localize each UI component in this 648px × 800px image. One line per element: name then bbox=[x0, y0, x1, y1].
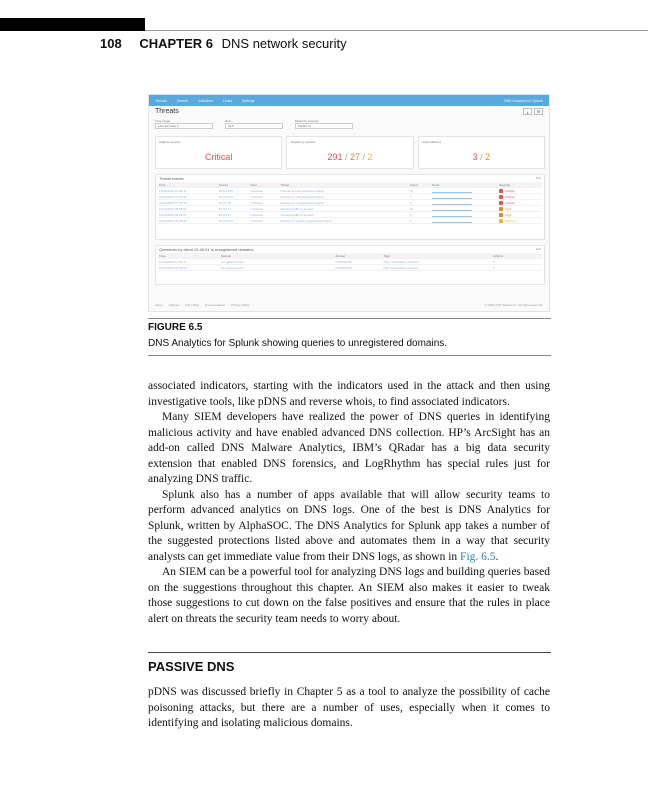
cell-threat: Queries to unregistered domains bbox=[280, 188, 324, 193]
section-heading: PASSIVE DNS bbox=[148, 659, 235, 674]
severity-icon bbox=[499, 219, 503, 223]
kpi-card bbox=[155, 136, 282, 169]
nav-brand: DNS Analytics for Splunk bbox=[504, 98, 543, 103]
column-header[interactable]: Answer bbox=[335, 253, 346, 258]
nav-item[interactable]: Hosts bbox=[223, 98, 233, 103]
kpi-value-part: 2 bbox=[367, 152, 373, 162]
queries-panel-hint: Edit bbox=[535, 247, 541, 251]
kpi-value-part: 27 bbox=[349, 152, 360, 162]
queries-table bbox=[158, 253, 542, 271]
filter-control bbox=[225, 119, 283, 129]
figure-rule-top bbox=[148, 318, 551, 319]
chapter-label: CHAPTER 6 bbox=[139, 36, 214, 51]
cell-count: 73 bbox=[409, 188, 414, 193]
export-icon: ⤓ bbox=[523, 108, 532, 115]
cell-count: 7 bbox=[409, 194, 412, 199]
nav-item[interactable]: Settings bbox=[242, 98, 255, 103]
cell-threat: Queries to recently registered domains bbox=[280, 218, 332, 223]
cell-source: 10.0.0.5 bbox=[218, 212, 230, 217]
severity-text: High bbox=[505, 206, 512, 211]
cell-threat: Unusual traffic to domain bbox=[280, 212, 314, 217]
cell-dest: Unknown bbox=[250, 218, 264, 223]
cell-dest: Unknown bbox=[250, 212, 264, 217]
threats-panel-title: Threat events bbox=[159, 176, 184, 181]
cell-tags: dga, unregistered_domain bbox=[383, 259, 419, 264]
cell-dest: Unknown bbox=[250, 188, 264, 193]
paragraph: Splunk also has a number of apps available that will allow security teams to perform advanced analytics on DNS logs. One of the best is DNS Analytics for Splunk, written by AlphaSOC. The DNS Analytics for Splunk app takes a number of the suggested protections listed above and automates them in a way that security analysts can get immediate value from their DNS logs, as shown in Fig. 6.5. bbox=[148, 488, 550, 563]
cell-actions[interactable]: ▾ bbox=[493, 259, 495, 264]
cell-severity bbox=[498, 219, 542, 223]
sparkline bbox=[432, 219, 472, 223]
chapter-title: DNS network security bbox=[221, 36, 347, 51]
column-header[interactable]: Domain bbox=[220, 253, 232, 258]
table-row[interactable] bbox=[158, 265, 542, 271]
kpi-card bbox=[418, 136, 545, 169]
cell-dest: Unknown bbox=[250, 194, 264, 199]
column-header[interactable]: Actions bbox=[493, 253, 503, 258]
cell-time: 12/14/2016 09:58:02 bbox=[159, 206, 187, 211]
column-header[interactable]: Count bbox=[409, 182, 418, 187]
severity-icon bbox=[499, 195, 503, 199]
header-rule bbox=[145, 30, 648, 31]
dashboard-footer bbox=[155, 303, 543, 307]
dashboard-title: Threats bbox=[155, 108, 179, 115]
running-header bbox=[100, 36, 347, 51]
body-text bbox=[148, 379, 550, 627]
filter-label: Host bbox=[225, 119, 232, 123]
cell-severity bbox=[498, 195, 542, 199]
cell-time: 12/14/2016 10:04:58 bbox=[159, 265, 187, 270]
nav-item[interactable]: Indicators bbox=[197, 98, 214, 103]
kpi-value bbox=[287, 152, 412, 162]
footer-link[interactable]: File a Bug bbox=[185, 303, 199, 307]
queries-panel-title: Questions by client 10.48.91 to unregistered domains bbox=[159, 247, 254, 252]
kpi-title: Threats by severity bbox=[290, 140, 316, 144]
kpi-card bbox=[286, 136, 413, 169]
kpi-value-part: Critical bbox=[204, 152, 233, 162]
sparkline bbox=[432, 189, 472, 193]
paragraph: associated indicators, starting with the indicators used in the attack and then using investigative tools, like pDNS and reverse whois, to find associated indicators. bbox=[148, 380, 550, 408]
dashboard-filters bbox=[155, 119, 353, 129]
queries-panel bbox=[155, 245, 545, 285]
figure-label: FIGURE 6.5 bbox=[148, 322, 203, 333]
kpi-value-part: / bbox=[342, 152, 350, 162]
figure-caption: DNS Analytics for Splunk showing queries to unregistered domains. bbox=[148, 338, 448, 349]
severity-text: Critical bbox=[505, 188, 515, 193]
severity-text: Medium bbox=[505, 218, 516, 223]
severity-text: High bbox=[505, 212, 512, 217]
kpi-value-part: 3 bbox=[472, 152, 478, 162]
header-black-bar bbox=[0, 18, 145, 31]
column-header[interactable]: Trend bbox=[431, 182, 440, 187]
severity-icon bbox=[499, 213, 503, 217]
column-header[interactable]: Time bbox=[159, 182, 166, 187]
cell-count: 1 bbox=[409, 212, 412, 217]
cell-tags: dga, unregistered_domain bbox=[383, 265, 419, 270]
cell-answer: NXDOMAIN bbox=[335, 259, 352, 264]
cell-threat: Unusual traffic to domain bbox=[280, 206, 314, 211]
cell-threat: Queries to unregistered domains bbox=[280, 194, 324, 199]
cell-answer: NXDOMAIN bbox=[335, 265, 352, 270]
settings-icon: ⚙ bbox=[534, 108, 543, 115]
sparkline bbox=[432, 213, 472, 217]
cell-trend bbox=[431, 189, 499, 193]
cell-threat: Queries to unregistered domains bbox=[280, 200, 324, 205]
cell-source: 10.0.0.121 bbox=[218, 194, 233, 199]
cell-count: 24 bbox=[409, 206, 414, 211]
severity-icon bbox=[499, 189, 503, 193]
cell-trend bbox=[431, 207, 499, 211]
section-rule bbox=[148, 652, 551, 653]
cell-severity bbox=[498, 213, 542, 217]
cell-count: 1 bbox=[409, 218, 412, 223]
kpi-title: Hosts affected bbox=[421, 140, 441, 144]
dashboard-toolbar bbox=[523, 108, 543, 115]
kpi-value-part: 291 bbox=[327, 152, 343, 162]
cell-source: 10.0.0.131 bbox=[218, 218, 233, 223]
cell-domain: unregistered.com bbox=[220, 259, 245, 264]
column-header[interactable]: Source bbox=[218, 182, 229, 187]
copyright: © 2005-2017 Splunk Inc. All rights reserved. bbox=[484, 303, 543, 307]
column-header[interactable]: Severity bbox=[499, 182, 511, 187]
cell-time: 12/14/2016 10:05:11 bbox=[159, 188, 187, 193]
cell-source: 10.0.0.96 bbox=[218, 200, 232, 205]
cell-time: 12/14/2016 10:04:38 bbox=[159, 194, 187, 199]
filter-label: Minimum severity bbox=[295, 119, 319, 123]
nav-item[interactable]: Search bbox=[176, 98, 188, 103]
cell-trend bbox=[431, 219, 499, 223]
column-header[interactable]: Time bbox=[159, 253, 166, 258]
column-header[interactable]: Threat bbox=[280, 182, 290, 187]
footer-link[interactable]: About bbox=[155, 303, 163, 307]
cell-time: 12/14/2016 10:05:11 bbox=[159, 259, 187, 264]
paragraph: Many SIEM developers have realized the power of DNS queries in identifying malicious activity and have enabled advanced DNS collection. HP’s ArcSight has an add-on called DNS Malware Analytics, IBM’s QRadar has a big data security extension that enabled DNS forensics, and LogRhythm has special rules just for analyzing DNS traffic. bbox=[148, 411, 550, 485]
column-header[interactable]: Tags bbox=[383, 253, 390, 258]
paragraph: An SIEM can be a powerful tool for analyzing DNS logs and building queries based on the suggestions throughout this chapter. An SIEM also makes it easier to tweak those suggestions to cut down on the false positives and ensure that the rules in place alert on threats the security team needs to worry about. bbox=[148, 566, 550, 625]
cell-domain: unregistered.com bbox=[220, 265, 245, 270]
filter-control bbox=[155, 119, 213, 129]
cell-time: 12/14/2016 09:41:27 bbox=[159, 212, 187, 217]
dashboard-nav bbox=[149, 95, 549, 106]
kpi-value-part: 2 bbox=[485, 152, 491, 162]
cell-severity bbox=[498, 201, 542, 205]
cell-severity bbox=[498, 189, 542, 193]
cell-count: 2 bbox=[409, 200, 412, 205]
figure-screenshot bbox=[148, 94, 550, 312]
cell-dest: Unknown bbox=[250, 206, 264, 211]
severity-icon bbox=[499, 207, 503, 211]
column-header[interactable]: Dest bbox=[250, 182, 257, 187]
severity-text: Critical bbox=[505, 200, 515, 205]
sparkline bbox=[432, 201, 472, 205]
footer-link[interactable]: Support bbox=[168, 303, 180, 307]
threats-table bbox=[158, 182, 542, 224]
table-row[interactable] bbox=[158, 218, 542, 224]
severity-icon bbox=[499, 201, 503, 205]
figure-rule-bottom bbox=[148, 355, 551, 356]
filter-select[interactable]: Last 24 hours ▾ bbox=[155, 123, 213, 129]
kpi-value bbox=[419, 152, 544, 162]
cell-trend bbox=[431, 213, 499, 217]
cell-source: 10.0.0.103 bbox=[218, 188, 233, 193]
filter-select[interactable]: Medium ▾ bbox=[295, 123, 353, 129]
cell-time: 12/14/2016 10:03:15 bbox=[159, 200, 187, 205]
threats-panel-hint: Edit bbox=[535, 176, 541, 180]
page-number: 108 bbox=[100, 36, 122, 51]
cell-actions[interactable]: ▾ bbox=[493, 265, 495, 270]
cell-trend bbox=[431, 195, 499, 199]
section-paragraph: pDNS was discussed briefly in Chapter 5 as a tool to analyze the possibility of cache poisoning attacks, but there are a number of uses, especially when it comes to identifying and isolating malicious domains. bbox=[148, 686, 550, 729]
cell-trend bbox=[431, 201, 499, 205]
footer-link[interactable]: Privacy Policy bbox=[231, 303, 250, 307]
cell-source: 10.0.0.17 bbox=[218, 206, 232, 211]
nav-item[interactable]: Threats bbox=[155, 98, 167, 103]
filter-control bbox=[295, 119, 353, 129]
cell-severity bbox=[498, 207, 542, 211]
kpi-value bbox=[156, 152, 281, 162]
kpi-row bbox=[155, 136, 545, 169]
filter-label: Time range bbox=[155, 119, 171, 123]
footer-link[interactable]: Documentation bbox=[204, 303, 226, 307]
kpi-value-part: / bbox=[360, 152, 368, 162]
kpi-value-part: / bbox=[477, 152, 486, 162]
threats-panel bbox=[155, 174, 545, 240]
cell-dest: Unknown bbox=[250, 200, 264, 205]
filter-select[interactable]: All ▾ bbox=[225, 123, 283, 129]
figure-link[interactable]: Fig. 6.5 bbox=[460, 550, 496, 563]
cell-time: 12/14/2016 09:32:50 bbox=[159, 218, 187, 223]
kpi-title: Highest severity bbox=[159, 140, 181, 144]
sparkline bbox=[432, 195, 472, 199]
sparkline bbox=[432, 207, 472, 211]
severity-text: Critical bbox=[505, 194, 515, 199]
